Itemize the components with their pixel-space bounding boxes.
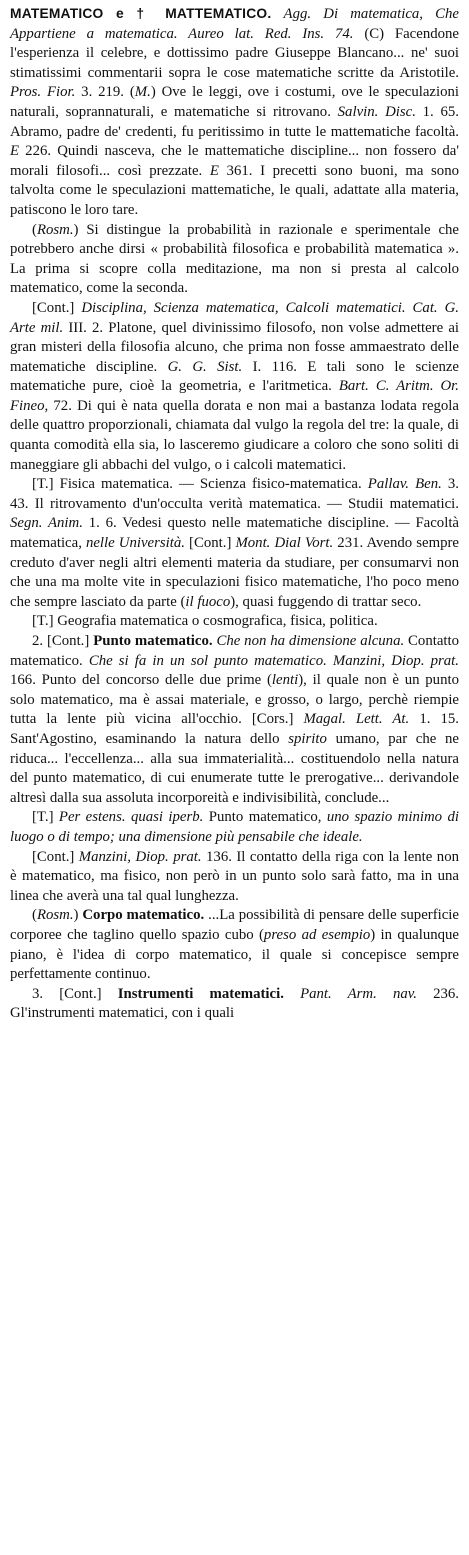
text-run: Che si fa in un sol punto matematico. Manzini, Diop. prat. [88, 652, 459, 669]
text-run: [Cont.] [184, 535, 236, 552]
text-run: ) [73, 907, 83, 924]
text-run: uno spazio minimo di luogo o di tempo; una dimensione più pensabile che ideale. [10, 809, 459, 845]
text-run: 136. Il contatto della riga con la lente non è matematico, ma fisico, non però in un punto solo sarà fatto, ma in una linea che averà una tal qual lunghezza. [10, 848, 460, 904]
text-run: Punto matematico. [93, 633, 213, 649]
text-run: 1. 15. Sant'Agostino, esaminando la natura dello [10, 711, 460, 747]
text-run: Manzini, Diop. prat. [78, 848, 202, 865]
text-run: III. 2. Platone, quel divinissimo filosofo, non volse admettere ai gran misteri della filosofia alcuno, che prima non fosse ammaestrato delle matematiche discipline. [10, 319, 459, 375]
entry-paragraph-10 [10, 985, 459, 1024]
text-run: Rosm. [36, 907, 74, 924]
text-run: 166. Punto del concorso delle due prime ( [10, 672, 272, 689]
text-run: ) in qualunque piano, è l'idea di corpo matematico, il quale si concepisce sempre perfettamente continuo. [10, 926, 459, 983]
text-run: Segn. Anim. [10, 515, 83, 532]
text-run: 1. 65. Abramo, padre de' credenti, fu peritissimo in tutte le mattematiche facoltà. [10, 103, 459, 140]
text-run: ) Si distingue la probabilità in razionale e sperimentale che potrebbero anche dirsi « probabilità filosofica e probabilità matematica ». La prima si scopre colla meditazione, ma non si presta al calcolo matematico, come la seconda. [10, 221, 459, 297]
text-run: Punto matematico, [203, 809, 327, 826]
entry-paragraph-4 [10, 475, 459, 612]
text-run: 226. Quindi nasceva, che le mattematiche discipline... non fossero da' morali filosofi... così prezzate. [10, 143, 459, 179]
text-run [284, 986, 300, 1002]
text-run: ) Ove le leggi, ove i costumi, ove le speculazioni naturali, soprannaturali, e matematiche si ritrovano. [10, 84, 460, 120]
text-run: ( [32, 221, 37, 238]
text-run: Pallav. Ben. [367, 476, 442, 493]
entry-paragraph-8 [10, 848, 459, 907]
text-run: Pant. Arm. nav. [300, 985, 417, 1002]
text-run: Rosm. [36, 221, 74, 238]
text-run: [T.] Geografia matematica o cosmografica, fisica, politica. [32, 613, 378, 630]
entry-paragraph-9 [10, 906, 459, 984]
text-run: Agg. Di matematica, Che Appartiene a matematica. Aureo lat. Red. Ins. 74. [10, 6, 459, 42]
text-run: preso ad esempio [263, 926, 371, 943]
text-run: 361. I precetti sono buoni, ma sono talvolta come le speculazioni mattematiche, le quali, adattate alla materia, patiscono le loro tare. [10, 162, 459, 218]
text-run: 1. 6. Vedesi questo nelle matematiche discipline. — Facoltà matematica, [10, 515, 459, 552]
text-run: E [10, 143, 20, 160]
text-run: G. G. Sist. [167, 358, 243, 375]
text-run: 3. 43. Il ritrovamento d'un'occulta verità matematica. — Studii matematici. [10, 476, 460, 512]
text-run: Per estens. quasi iperb. [58, 809, 204, 826]
text-run: M. [134, 84, 151, 101]
entry-paragraph-3 [10, 299, 459, 475]
text-run: Disciplina, Scienza matematica, Calcoli matematici. Cat. G. Arte mil. [10, 299, 459, 336]
text-run: [Cont.] [32, 848, 79, 865]
text-run: ( [32, 907, 37, 924]
entry-headword: MATEMATICO e † MATTEMATICO. [10, 6, 272, 21]
text-run: Salvin. Disc. [337, 103, 416, 120]
text-run: E [209, 162, 219, 179]
text-run: il fuoco [185, 593, 231, 610]
text-run: Pros. Fior. [10, 84, 76, 101]
text-run: umano, par che ne riduca... l'eccellenza... alla sua immaterialità... costituendolo nella natura del punto matematico, di cui enumerate tutte le prerogative... derivandole altresì dalla sua assoluta incorporeità e indivisibilità, conclude... [10, 730, 459, 806]
text-run: Instrumenti matematici. [117, 985, 284, 1002]
text-run: I. 116. E tali sono le scienze matematiche pure, cioè la geometria, e l'aritmetica. [10, 358, 459, 395]
text-run [271, 6, 283, 22]
text-run: 236. Gl'instrumenti matematici, con i quali [10, 985, 460, 1022]
text-run: ), il quale non è un punto solo matematico, ma è assai materiale, e grosso, o largo, perchè riempie tutta la lente più vicina all'occhio. [Cors.] [10, 672, 459, 728]
text-run: 72. Di qui è nata quella dorata e non mai a bastanza lodata regola delle quattro proporzionali, chiamata dal vulgo la regola del tre: la quale, di quanta comodità ella sia, lo lasceremo giudicare a coloro che sono soliti di maneggiare gli abbachi del vulgo, o i calcoli matematici. [10, 397, 459, 473]
entry-paragraph-7 [10, 808, 459, 847]
text-run: ...La possibilità di pensare delle superficie corporee che taglino quello spazio cubo ( [10, 907, 459, 943]
text-run: Che non ha dimensione alcuna. [216, 633, 405, 649]
text-run: spirito [288, 730, 327, 747]
text-run: [T.] [32, 809, 59, 826]
text-run: Corpo matematico. [82, 907, 205, 924]
text-run: 3. [Cont.] [32, 985, 118, 1002]
text-run: Bart. C. Aritm. Or. Fineo, [10, 378, 460, 414]
entry-paragraph-2 [10, 221, 459, 299]
text-run: [Cont.] [32, 299, 82, 316]
entry-paragraph-5 [10, 612, 459, 632]
text-run: 231. Avendo sempre creduto d'aver negli altri elementi materia da studiare, per consumarvi non che una ma molte vite in speculazioni fisico matematiche, l'ho poco meno che sempre lasciato da parte ( [10, 535, 459, 610]
text-run: 2. [Cont.] [32, 633, 94, 649]
text-run: [T.] Fisica matematica. — Scienza fisico-matematica. [32, 476, 368, 493]
text-run: Mont. Dial Vort. [235, 535, 334, 552]
entry-paragraph-6 [10, 632, 459, 808]
text-run: nelle Università. [85, 535, 185, 552]
text-run: 3. 219. ( [75, 84, 135, 101]
entry-paragraph-1 [10, 4, 459, 221]
text-run: Magal. Lett. At. [303, 711, 410, 728]
text-run: lenti [271, 672, 299, 689]
text-run: ), quasi fuggendo di trattar seco. [230, 593, 422, 610]
text-run: Contatto matematico. [10, 633, 460, 669]
text-run: (C) Facendone l'esperienza il celebre, e dottissimo padre Giuseppe Blancano... ne' suoi stimatissimi commentarii sopra le cose matematiche scritte da Aristotile. [10, 25, 459, 81]
